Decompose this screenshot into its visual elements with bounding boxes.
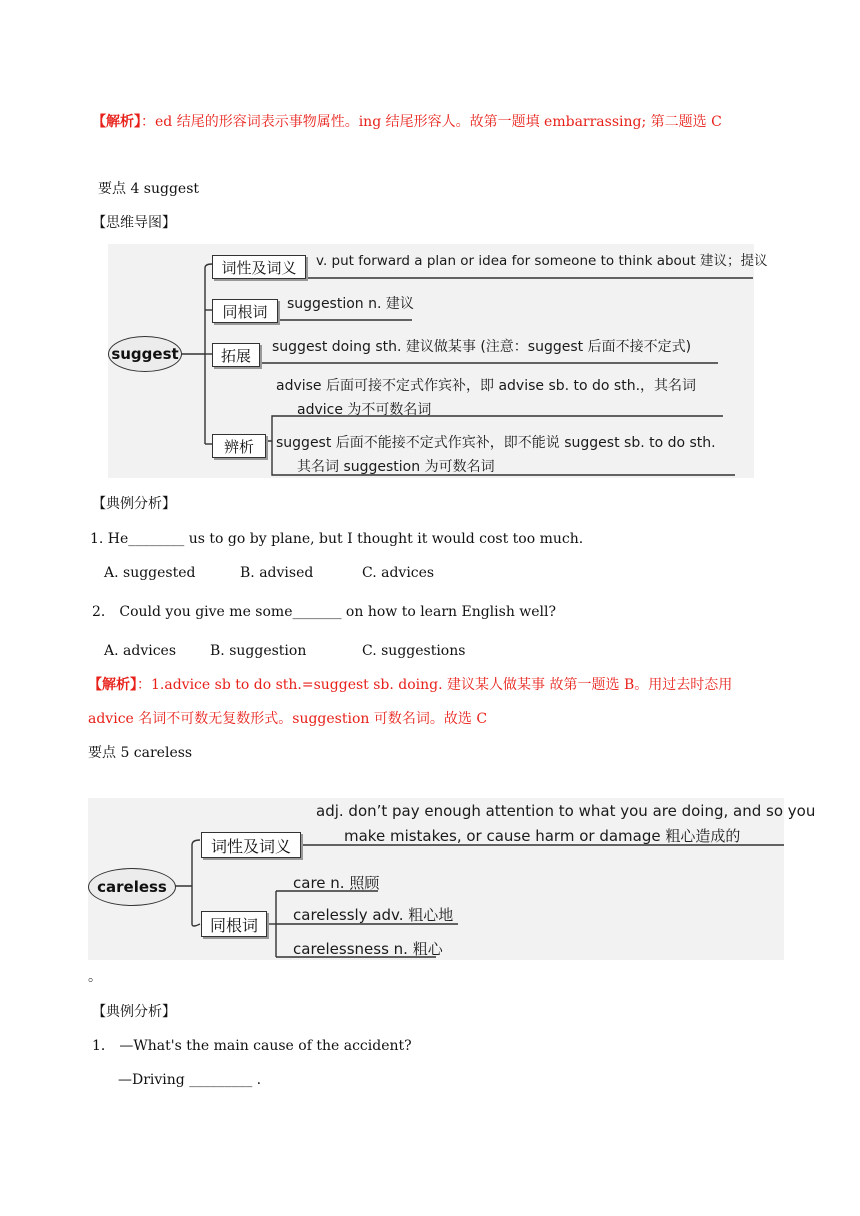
- center-node-suggest: suggest: [108, 336, 182, 372]
- careless-mindmap: [88, 798, 816, 960]
- branch-box-compare: 辨析: [212, 434, 266, 458]
- analysis-text: ：ed 结尾的形容词表示事物属性。ing 结尾形容人。故第一题填 embarrassing; 第二题选 C: [141, 114, 722, 130]
- point4-heading: 要点 4 suggest: [98, 181, 200, 197]
- q2-option-c: C. suggestions: [362, 643, 466, 659]
- analysis-line: [88, 676, 732, 694]
- q1-option-c: C. advices: [362, 565, 435, 581]
- trailing-mark: 。: [88, 969, 102, 985]
- analysis-text-2: advice 名词不可数无复数形式。suggestion 可数名词。故选 C: [88, 711, 488, 727]
- analysis-text: ：1.advice sb to do sth.=suggest sb. doing. 建议某人做某事 故第一题选 B。用过去时态用: [137, 677, 733, 693]
- branch-text-root: suggestion n. 建议: [287, 296, 414, 312]
- root-word: carelessly adv. 粗心地: [293, 906, 454, 924]
- question-1-answer: —Driving _________ .: [118, 1072, 262, 1088]
- mindmap-lines: [88, 798, 784, 960]
- q2-option-b: B. suggestion: [210, 643, 307, 659]
- analysis-line: [92, 113, 722, 131]
- q1-option-a: A. suggested: [104, 565, 196, 581]
- q1-option-b: B. advised: [240, 565, 314, 581]
- branch-box-pos: 词性及词义: [201, 832, 301, 858]
- analysis-tag: 【解析】: [92, 114, 141, 130]
- branch-box-root: 同根词: [201, 911, 267, 937]
- pos-line: adj. don’t pay enough attention to what you are doing, and so you: [316, 802, 816, 820]
- suggest-mindmap: [108, 244, 768, 478]
- compare-line: advice 为不可数名词: [297, 402, 432, 418]
- branch-text-pos: v. put forward a plan or idea for someone to think about 建议；提议: [316, 253, 768, 269]
- analysis-tag: 【解析】: [88, 677, 137, 693]
- branch-box-pos: 词性及词义: [212, 255, 306, 279]
- compare-line: suggest 后面不能接不定式作宾补，即不能说 suggest sb. to do sth.: [276, 435, 716, 451]
- pos-line: make mistakes, or cause harm or damage 粗心造成的: [344, 827, 741, 845]
- branch-box-extend: 拓展: [212, 343, 260, 367]
- question-1: 1. He________ us to go by plane, but I thought it would cost too much.: [90, 531, 584, 547]
- compare-line: 其名词 suggestion 为可数名词: [297, 459, 495, 475]
- branch-text-extend: suggest doing sth. 建议做某事 (注意：suggest 后面不接不定式): [272, 339, 692, 355]
- question-2: 2． Could you give me some_______ on how to learn English well?: [92, 604, 557, 620]
- root-word: care n. 照顾: [293, 874, 380, 892]
- center-node-careless: careless: [88, 868, 176, 906]
- branch-box-root: 同根词: [212, 299, 278, 323]
- point5-heading: 要点 5 careless: [88, 745, 193, 761]
- question-1: 1． —What's the main cause of the accident?: [92, 1038, 412, 1054]
- q2-option-a: A. advices: [104, 643, 177, 659]
- root-word: carelessness n. 粗心: [293, 940, 443, 958]
- examples-label: 【典例分析】: [92, 496, 176, 512]
- mindmap-label: 【思维导图】: [92, 215, 176, 231]
- examples-label: 【典例分析】: [92, 1004, 176, 1020]
- compare-line: advise 后面可接不定式作宾补，即 advise sb. to do sth.，其名词: [276, 378, 697, 394]
